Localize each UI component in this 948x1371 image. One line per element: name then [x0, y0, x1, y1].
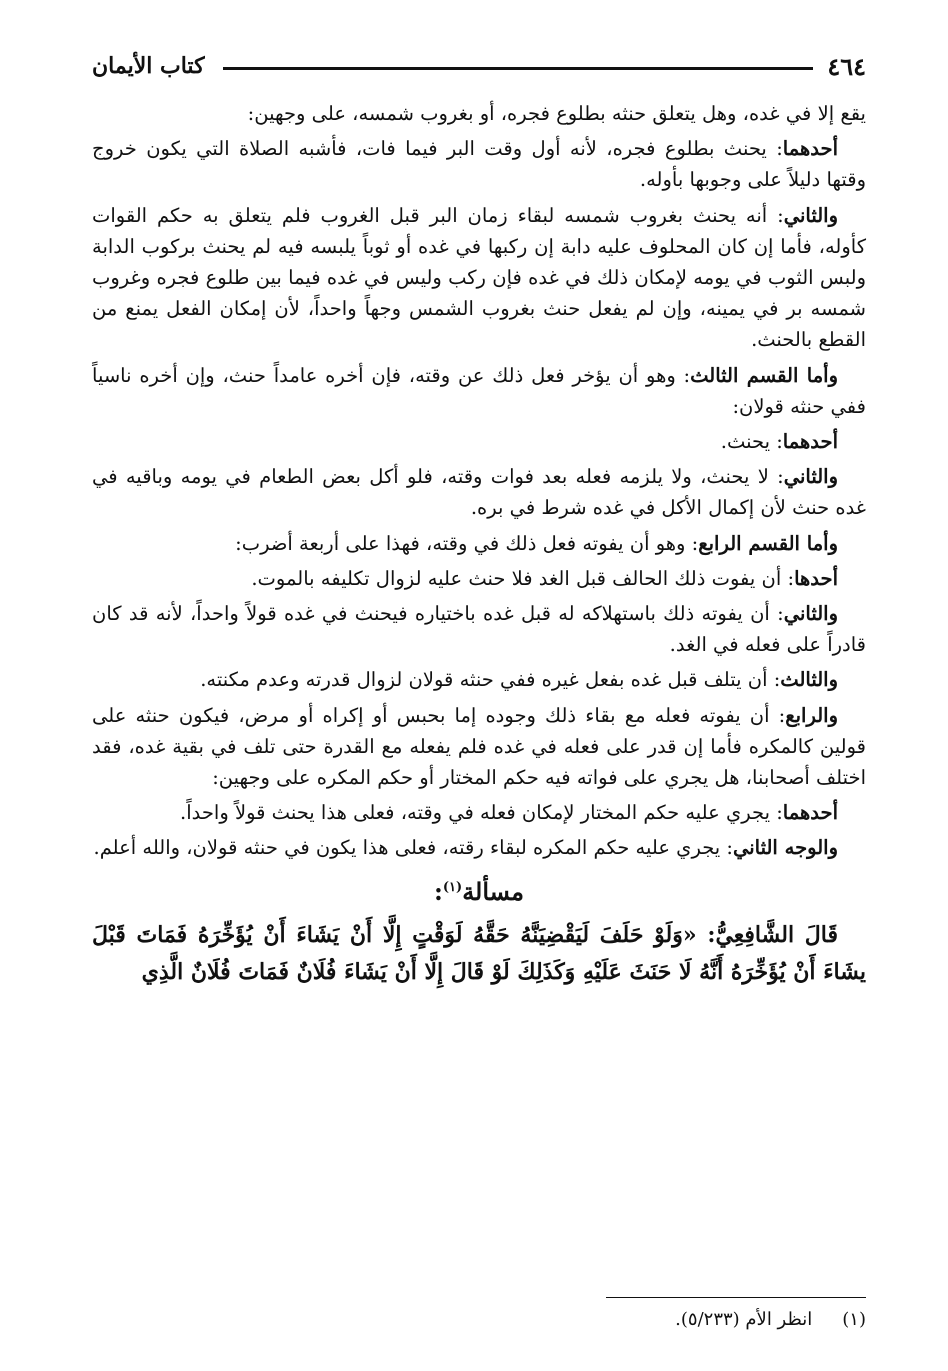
- paragraph: [92, 832, 866, 863]
- paragraph-term: أحدها: [794, 566, 838, 590]
- page-number: ٤٦٤: [827, 51, 866, 81]
- paragraph-text: : أن يتلف قبل غده بفعل غيره ففي حنثه قولان لزوال قدرته وعدم مكنته.: [200, 668, 781, 692]
- paragraph-term: وأما القسم الرابع: [698, 531, 838, 555]
- paragraph: [92, 563, 866, 594]
- paragraph-term: والوجه الثاني: [732, 836, 838, 860]
- shafii-quote: [92, 917, 866, 991]
- paragraph-text: : وهو أن يؤخر فعل ذلك عن وقته، فإن أخره عامداً حنث، وإن أخره ناسياً ففي حنثه قولان:: [92, 363, 866, 418]
- paragraph-text: يقع إلا في غده، وهل يتعلق حنثه بطلوع فجره، أو بغروب شمسه، على وجهين:: [247, 102, 866, 125]
- paragraph: [92, 528, 866, 559]
- paragraph-term: والرابع: [785, 703, 838, 727]
- paragraph-term: والثاني: [783, 602, 838, 626]
- paragraph: [92, 797, 866, 828]
- book-title: كتاب الأيمان: [92, 53, 205, 79]
- footnote-ref: (١): [442, 879, 463, 895]
- paragraph-term: وأما القسم الثالث: [690, 363, 838, 387]
- paragraph: [92, 200, 866, 356]
- paragraph-text: : يجري عليه حكم المكره لبقاء رقته، فعلى هذا يكون في حنثه قولان، والله أعلم.: [93, 836, 733, 860]
- paragraph: [92, 461, 866, 523]
- paragraph-text: : أن يفوته فعله مع بقاء ذلك وجوده إما بحبس أو إكراه أو مرض، فيكون حنثه على قولين كالمكره فأما إن قدر على فعله في غده فلم يفعله مع القدرة حتى تلف في بقية غده، فقد اختلف أصحابنا، هل يجري على فواته فيه حكم المختار أو حكم المكره على وجهين:: [92, 703, 866, 790]
- paragraph-text: : يحنث بطلوع فجره، لأنه أول وقت البر فيما فات، فأشبه الصلاة التي يكون خروج وقتها دليلاً على وجوبها بأوله.: [92, 137, 866, 192]
- paragraph: [92, 664, 866, 695]
- quote-speaker: قَالَ الشَّافِعِيُّ: [715, 921, 838, 948]
- paragraph-text: : أنه يحنث بغروب شمسه لبقاء زمان البر قبل الغروب فلم يتعلق به حكم القوات كأوله، فأما إن كان المحلوف عليه دابة إن ركبها في غده أو ثوباً يلبسه فيه لم يحنث بركوب الدابة ولبس الثوب في يومه لإمكان ذلك في غده فإن ركب وليس في غده فيما بين طلوع فجره وغروب شمسه بر في يمينه، وإن لم يفعل حنث بغروب الشمس وجهاً واحداً، لأن إمكان الفعل يمنع من القطع بالحنث.: [92, 203, 866, 352]
- paragraph: [92, 598, 866, 660]
- paragraph-text: : أن يفوت ذلك الحالف قبل الغد فلا حنث عليه لزوال تكليفه بالموت.: [251, 566, 795, 590]
- footnote: [92, 1309, 866, 1330]
- section-suffix: :: [434, 876, 443, 906]
- paragraph-text: : يحنث.: [720, 430, 783, 454]
- paragraph-term: أحدهما: [782, 801, 838, 825]
- footnote-rule: [606, 1297, 866, 1298]
- footnote-text: انظر الأم (٥/٢٣٣).: [675, 1309, 813, 1330]
- paragraph: [92, 426, 866, 457]
- footnote-number: (١): [842, 1309, 866, 1330]
- paragraph: [92, 700, 866, 794]
- paragraph-text: : أن يفوته ذلك باستهلاكه له قبل غده باختياره فيحنث في غده قولاً واحداً، لأنه قد كان قادراً على فعله في الغد.: [92, 602, 866, 657]
- paragraph: [92, 98, 866, 129]
- paragraph-term: والثاني: [783, 203, 838, 227]
- quote-text: : «وَلَوْ حَلَفَ لَيَقْضِيَنَّهُ حَقَّهُ لَوَقْتٍ إِلَّا أَنْ يَشَاءَ أَنْ يُؤَخِّرَهُ فَمَاتَ قَبْلَ يشَاءَ أَنْ يُؤَخِّرَهُ أَنَّهُ لَا حَنَثَ عَلَيْهِ وَكَذَلِكَ لَوْ قَالَ إِلَّا أَنْ يَشَاءَ فُلَانٌ فَمَاتَ فُلَانٌ الَّذِي: [92, 921, 866, 985]
- paragraph-text: : وهو أن يفوته فعل ذلك في وقته، فهذا على أربعة أضرب:: [235, 531, 699, 555]
- paragraph-term: أحدهما: [782, 137, 838, 161]
- paragraph-text: : لا يحنث، ولا يلزمه فعله بعد فوات وقته، فلو أكل بعض الطعام في يومه وباقيه في غده حنث لأن إكمال الأكل في غده شرط في بره.: [92, 465, 866, 520]
- paragraph-text: : يجري عليه حكم المختار لإمكان فعله في وقته، فعلى هذا يحنث قولاً واحداً.: [180, 801, 783, 825]
- paragraph-term: والثالث: [780, 668, 838, 692]
- header-rule: [223, 67, 814, 70]
- paragraph-term: أحدهما: [782, 430, 838, 454]
- paragraph: [92, 133, 866, 195]
- section-title: مسألة: [462, 876, 524, 906]
- section-heading: [92, 872, 866, 907]
- page-header: [92, 46, 866, 86]
- paragraph: [92, 360, 866, 422]
- paragraph-term: والثاني: [783, 465, 838, 489]
- body-text: [92, 98, 866, 991]
